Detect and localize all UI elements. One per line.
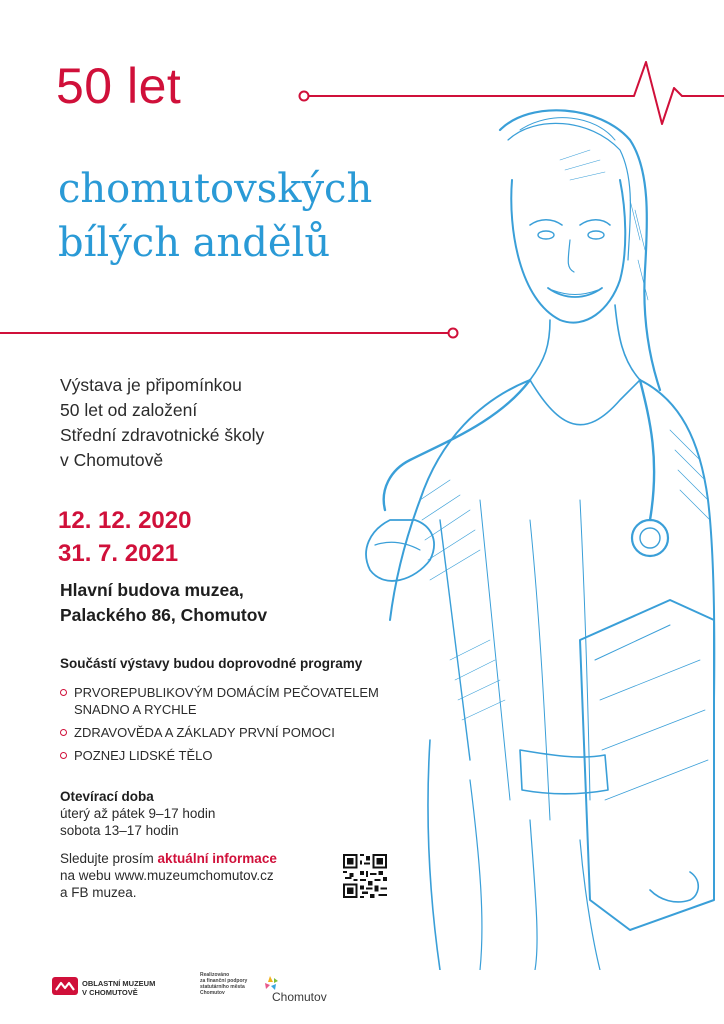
programs-list xyxy=(60,684,404,770)
funding-note xyxy=(200,972,247,996)
circle-bullet-icon xyxy=(60,729,67,736)
venue-line-2: Palackého 86, Chomutov xyxy=(60,605,268,625)
programs-title: Součástí výstavy budou doprovodné programy xyxy=(60,656,363,671)
opening-hours-title: Otevírací doba xyxy=(60,789,154,804)
funding-line-1: Realizováno xyxy=(200,972,230,978)
divider-line xyxy=(0,326,462,340)
end-date: 31. 7. 2021 xyxy=(58,540,179,567)
headline-line-1: chomutovských xyxy=(58,166,373,212)
museum-name-line-1: OBLASTNÍ MUZEUM xyxy=(82,979,156,988)
qr-code-icon[interactable] xyxy=(343,854,387,898)
opening-hours-saturday: sobota 13–17 hodin xyxy=(60,823,179,838)
page-title: 50 let xyxy=(56,58,182,114)
museum-name-line-2: V CHOMUTOVĚ xyxy=(82,988,138,997)
intro-line-3: Střední zdravotnické školy xyxy=(60,425,265,445)
program-label: PRVOREPUBLIKOVÝM DOMÁCÍM PEČOVATELEM SNADNO A RYCHLE xyxy=(74,685,379,717)
intro-line-1: Výstava je připomínkou xyxy=(60,375,242,395)
intro-line-4: v Chomutově xyxy=(60,450,164,470)
funding-line-4: Chomutov xyxy=(200,990,225,996)
exhibition-dates xyxy=(58,504,191,570)
venue xyxy=(60,578,267,628)
nurse-illustration xyxy=(330,100,724,970)
venue-line-1: Hlavní budova muzea, xyxy=(60,580,244,600)
list-item xyxy=(60,747,404,764)
funding-line-3: statutárního města xyxy=(200,984,245,990)
follow-info xyxy=(60,850,277,901)
chomutov-logo-text: Chomutov xyxy=(272,990,327,1004)
list-item xyxy=(60,724,404,741)
circle-bullet-icon xyxy=(60,752,67,759)
start-date: 12. 12. 2020 xyxy=(58,507,192,534)
funding-line-2: za finanční podpory xyxy=(200,978,248,984)
program-label: POZNEJ LIDSKÉ TĚLO xyxy=(74,748,213,763)
museum-logo-icon xyxy=(52,977,78,995)
website-line: na webu www.muzeumchomutov.cz xyxy=(60,868,274,883)
follow-prefix: Sledujte prosím xyxy=(60,851,158,866)
headline-line-2: bílých andělů xyxy=(58,220,331,266)
museum-name xyxy=(82,979,155,997)
program-label: ZDRAVOVĚDA A ZÁKLADY PRVNÍ POMOCI xyxy=(74,725,335,740)
current-info-link[interactable]: aktuální informace xyxy=(157,851,277,866)
facebook-line: a FB muzea. xyxy=(60,885,137,900)
opening-hours-weekdays: úterý až pátek 9–17 hodin xyxy=(60,806,216,821)
circle-bullet-icon xyxy=(60,689,67,696)
opening-hours xyxy=(60,788,215,839)
intro-text xyxy=(60,373,264,473)
list-item xyxy=(60,684,404,718)
heartbeat-line xyxy=(296,58,724,128)
headline xyxy=(58,162,372,270)
intro-line-2: 50 let od založení xyxy=(60,400,198,420)
